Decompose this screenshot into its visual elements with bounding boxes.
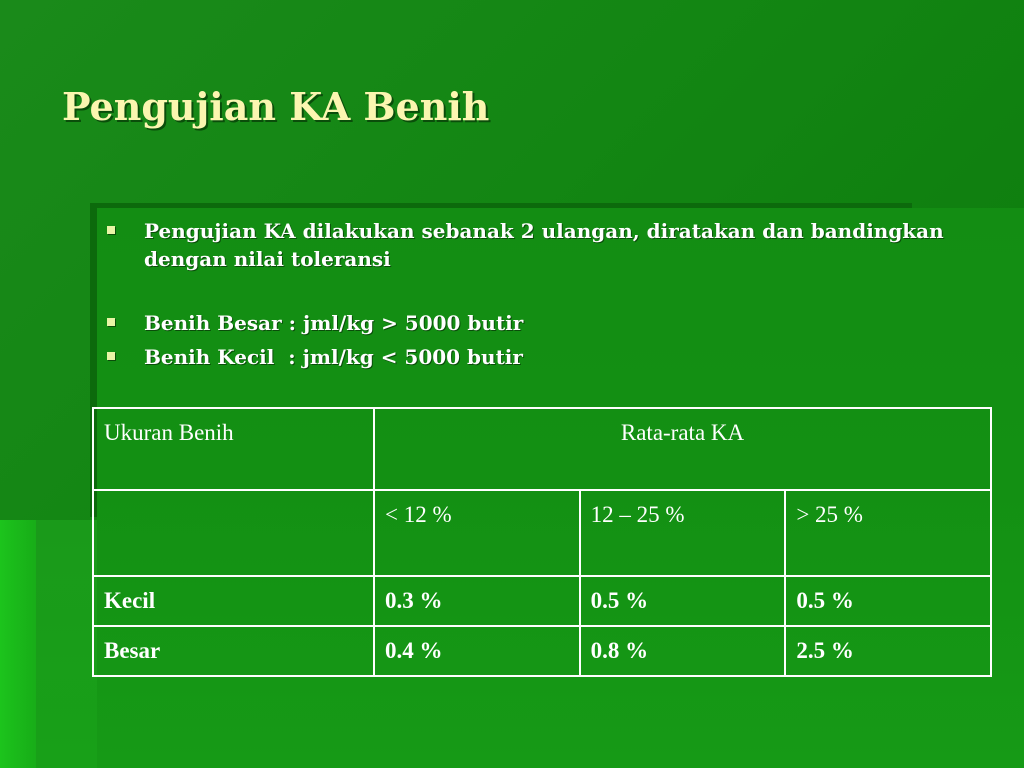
table-header-row: [93, 408, 991, 490]
table-range-row: [93, 490, 991, 576]
slide-title: Pengujian KA Benih: [62, 84, 490, 129]
square-bullet-icon: [107, 352, 115, 360]
bullet-text: Benih Besar : jml/kg > 5000 butir: [144, 311, 524, 335]
header-cell-rata-rata-ka: Rata-rata KA: [374, 408, 991, 490]
value-cell: 0.5 %: [785, 576, 991, 626]
bullet-item: [105, 217, 945, 273]
value-cell: 0.3 %: [374, 576, 580, 626]
bullet-text: Benih Kecil : jml/kg < 5000 butir: [144, 345, 523, 369]
bullet-list: [105, 217, 945, 371]
empty-cell: [93, 490, 374, 576]
bullet-item: [105, 343, 945, 371]
range-cell: 12 – 25 %: [580, 490, 786, 576]
header-cell-ukuran-benih: Ukuran Benih: [93, 408, 374, 490]
table-row: [93, 626, 991, 676]
range-cell: < 12 %: [374, 490, 580, 576]
row-label-cell: Besar: [93, 626, 374, 676]
moisture-tolerance-table: [92, 407, 992, 677]
value-cell: 0.4 %: [374, 626, 580, 676]
range-cell: > 25 %: [785, 490, 991, 576]
decorative-band-left: [0, 520, 40, 768]
row-label-cell: Kecil: [93, 576, 374, 626]
bullet-item: [105, 309, 945, 337]
value-cell: 2.5 %: [785, 626, 991, 676]
square-bullet-icon: [107, 318, 115, 326]
bullet-text: Pengujian KA dilakukan sebanak 2 ulangan, diratakan dan bandingkan dengan nilai toleransi: [144, 219, 944, 271]
value-cell: 0.5 %: [580, 576, 786, 626]
square-bullet-icon: [107, 226, 115, 234]
table-row: [93, 576, 991, 626]
value-cell: 0.8 %: [580, 626, 786, 676]
